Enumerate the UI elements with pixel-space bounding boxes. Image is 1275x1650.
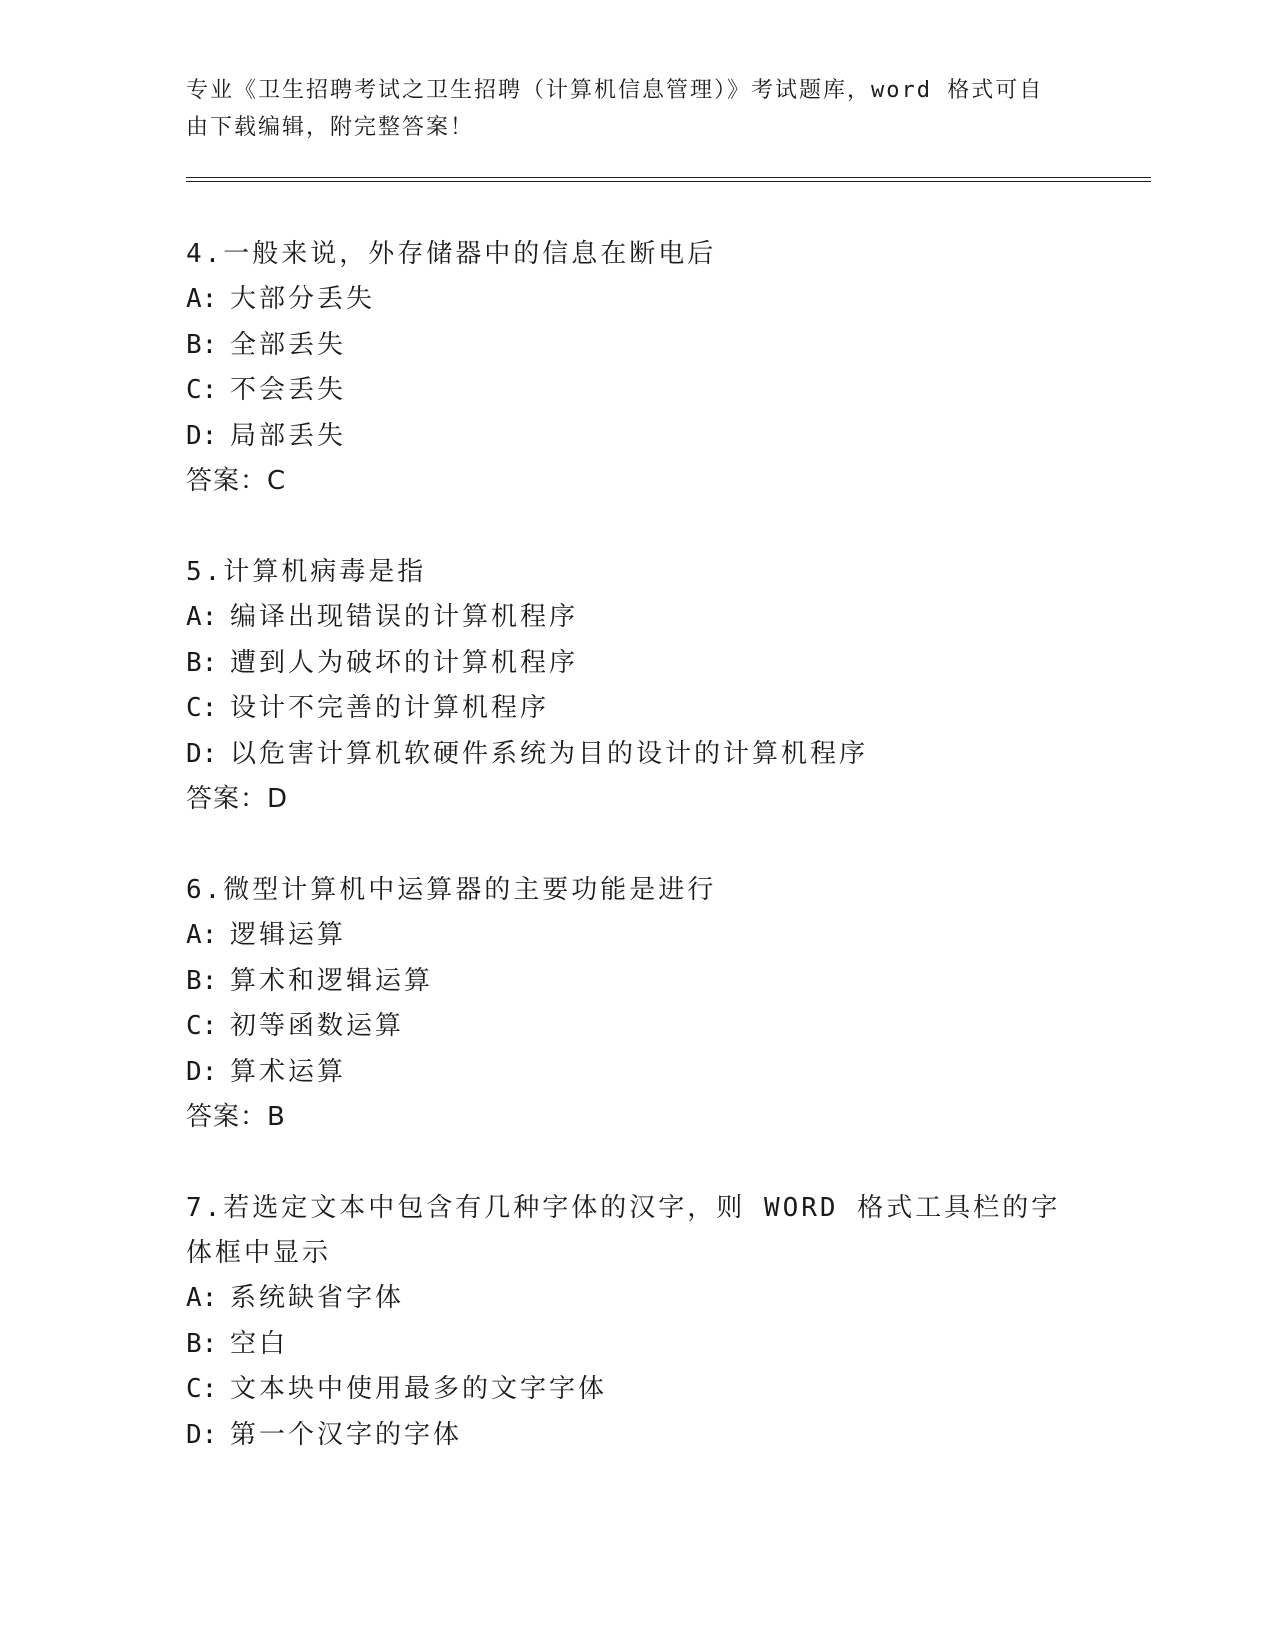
option-text: 空白	[230, 1328, 289, 1359]
option-letter: A:	[186, 284, 218, 314]
option-letter: B:	[186, 965, 218, 996]
option-letter: A:	[186, 920, 218, 950]
question-list	[186, 232, 1086, 1504]
option-text: 以危害计算机软硬件系统为目的设计的计算机程序	[230, 738, 869, 769]
option-a	[186, 913, 1086, 959]
option-c	[186, 368, 1086, 414]
option-letter: D:	[186, 1419, 218, 1450]
option-text: 初等函数运算	[230, 1011, 405, 1041]
option-letter: D:	[186, 420, 218, 451]
option-b	[186, 959, 1086, 1005]
option-letter: A:	[186, 602, 218, 632]
question-stem: 4.一般来说，外存储器中的信息在断电后	[186, 239, 717, 269]
question-stem: 7.若选定文本中包含有几种字体的汉字，则 WORD 格式工具栏的字体框中显示	[186, 1193, 1061, 1268]
option-letter: C:	[186, 1011, 218, 1041]
option-text: 第一个汉字的字体	[230, 1419, 463, 1450]
option-text: 系统缺省字体	[230, 1283, 405, 1313]
option-d	[186, 732, 1086, 778]
option-text: 编译出现错误的计算机程序	[230, 602, 579, 632]
answer-line: 答案：D	[186, 784, 289, 814]
question-item	[186, 232, 1086, 504]
header-divider	[186, 177, 1151, 182]
option-text: 算术运算	[230, 1056, 347, 1087]
option-b	[186, 323, 1086, 369]
option-text: 局部丢失	[230, 420, 347, 451]
option-letter: C:	[186, 693, 218, 723]
option-d	[186, 1413, 1086, 1459]
option-letter: C:	[186, 375, 218, 405]
option-b	[186, 1322, 1086, 1368]
option-letter: D:	[186, 738, 218, 769]
option-text: 算术和逻辑运算	[230, 965, 434, 996]
option-d	[186, 414, 1086, 460]
option-text: 大部分丢失	[230, 284, 376, 314]
option-letter: B:	[186, 1328, 218, 1359]
option-c	[186, 1004, 1086, 1050]
option-c	[186, 1367, 1086, 1413]
question-stem: 6.微型计算机中运算器的主要功能是进行	[186, 875, 717, 905]
option-d	[186, 1050, 1086, 1096]
option-a	[186, 1276, 1086, 1322]
answer-line: 答案：C	[186, 466, 287, 496]
question-item	[186, 550, 1086, 822]
option-text: 设计不完善的计算机程序	[230, 693, 550, 723]
option-letter: D:	[186, 1056, 218, 1087]
question-item	[186, 1186, 1086, 1458]
document-header: 专业《卫生招聘考试之卫生招聘（计算机信息管理）》考试题库，word 格式可自由下载编辑，附完整答案！	[186, 78, 1044, 140]
question-stem: 5.计算机病毒是指	[186, 557, 427, 587]
option-letter: A:	[186, 1283, 218, 1313]
option-letter: B:	[186, 329, 218, 360]
option-letter: B:	[186, 647, 218, 678]
option-text: 逻辑运算	[230, 920, 347, 950]
question-item	[186, 868, 1086, 1140]
option-b	[186, 641, 1086, 687]
option-a	[186, 277, 1086, 323]
option-letter: C:	[186, 1374, 218, 1404]
option-a	[186, 595, 1086, 641]
answer-line: 答案：B	[186, 1102, 286, 1132]
option-text: 文本块中使用最多的文字字体	[230, 1374, 608, 1404]
option-c	[186, 686, 1086, 732]
option-text: 全部丢失	[230, 329, 347, 360]
option-text: 遭到人为破坏的计算机程序	[230, 647, 579, 678]
option-text: 不会丢失	[230, 375, 347, 405]
